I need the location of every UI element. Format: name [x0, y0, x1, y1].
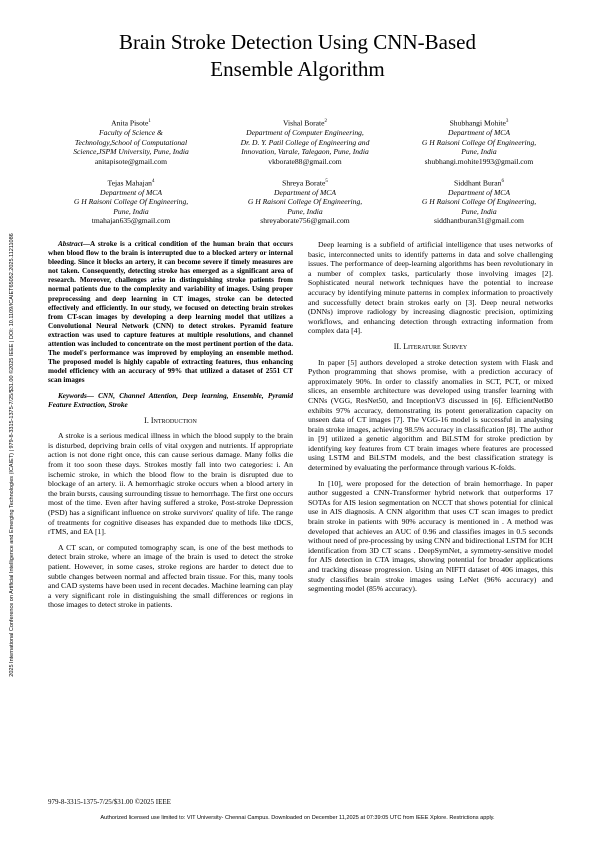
- author-affiliation: Pune, India: [461, 206, 497, 216]
- author-email: vkborate88@gmail.com: [268, 156, 342, 166]
- section-heading-introduction: I. Introduction: [144, 415, 197, 425]
- author-name: Shreya Borate: [282, 178, 326, 188]
- body-paragraph: In paper [5] authors developed a stroke detection system with Flask and Python programming that shows promise, with a prediction accuracy of approximately 90%. In order to classify anomalies in SCT, PCT, or mixed slices, an ensemble architecture was developed using transfer learning with CNNs (VGG, ResNet50, and InceptionV3 discussed in [6]. EfficientNetB0 exhibits 97% accuracy, demonstrating its potent generalization capacity on unseen data of CT images [7]. The VGG-16 model is successful in analysing brain stroke images, achieving 98.5% accuracy in classification [8]. The author in [9] utilized a genetic algorithm and BiLSTM for stroke prediction by identifying key features from CT brain images where features are processed using LSTM and BiLSTM models, and the best classification strategy is determined by evaluating the performance through various K-folds.: [308, 357, 553, 473]
- author-card: [393, 117, 565, 167]
- author-affiliation: Department of MCA: [273, 187, 336, 197]
- title-line-1: Brain Stroke Detection Using CNN-Based: [119, 30, 476, 54]
- title-line-2: Ensemble Algorithm: [210, 57, 385, 81]
- author-name: Shubhangi Mohite: [449, 118, 506, 128]
- conference-sidebar-text: 2025 International Conference on Artificial Intelligence and Emerging Technologies (ICAIET) | 979-8-3315-1375-7/25/$31.00 ©2025 IEEE | DOI: 10.1109/ICAIET65052.2025.11211086: [9, 233, 15, 677]
- author-affiliation: G H Raisoni College Of Engineering,: [247, 197, 363, 207]
- abstract: [48, 240, 293, 386]
- keywords-label: Keywords—: [58, 391, 94, 400]
- left-column: [48, 240, 293, 616]
- author-affiliation: Technology,School of Computational: [74, 137, 188, 147]
- author-card: [393, 177, 565, 227]
- license-footer: Authorized licensed use limited to: VIT University- Chennai Campus. Downloaded on December 11,2025 at 07:39:05 UTC from IEEE Xplore. Restrictions apply.: [100, 815, 495, 821]
- right-column: [308, 240, 553, 600]
- author-number: 3: [505, 119, 509, 124]
- author-affiliation: Department of Computer Engineering,: [246, 128, 364, 138]
- keywords-text: CNN, Channel Attention, Deep learning, Ensemble, Pyramid Feature Extraction, Stroke: [48, 391, 293, 409]
- author-affiliation: Dr. D. Y. Patil College of Engineering and: [240, 137, 370, 147]
- author-number: 2: [324, 119, 327, 124]
- author-affiliation: Department of MCA: [99, 187, 162, 197]
- author-affiliation: Innovation, Varale, Talegaon, Pune, India: [241, 147, 369, 157]
- author-number: 5: [325, 178, 328, 184]
- author-card: [45, 117, 217, 167]
- abstract-label: Abstract: [58, 240, 83, 248]
- author-affiliation: Department of MCA: [447, 128, 510, 138]
- author-affiliation: Pune, India: [113, 206, 149, 216]
- author-row: [45, 177, 565, 227]
- author-block: [45, 117, 565, 236]
- author-email: tmahajan635@gmail.com: [91, 216, 171, 226]
- author-affiliation: Faculty of Science &: [99, 128, 163, 138]
- author-number: 4: [151, 178, 155, 184]
- author-email: anitapisote@gmail.com: [94, 156, 168, 166]
- author-row: [45, 117, 565, 167]
- author-affiliation: G H Raisoni College Of Engineering,: [73, 197, 189, 207]
- author-email: shreyaborate756@gmail.com: [260, 216, 350, 226]
- body-paragraph: In [10], were proposed for the detection of brain hemorrhage. In paper author suggested a CNN-Transformer hybrid network that outperforms 17 SOTAs for AIS lesion segmentation on NCCT that shows potential for clinical use in AIS diagnosis. A CNN algorithm that uses CT scan images to predict brain stroke in patients with 90% accuracy is mentioned in . A method was developed that achieves an AUC of 0.96 and classifies images in 0.5 seconds without need of pre-processing by using CNN and bidirectional LSTM for ICH identification from 3D CT scans . DeepSymNet, a symmetry-sensitive model for AIS detection in CTA images, showing potential for broader applications and tracking disease progression. Using an NIFTI dataset of 406 images, this study classifies brain stroke images using LeNet (96% accuracy) and segmenting model (85% accuracy).: [308, 478, 553, 594]
- author-number: 6: [501, 178, 504, 184]
- paper-title: [60, 29, 535, 83]
- abstract-text: —A stroke is a critical condition of the human brain that occurs when blood flow to the brain is interrupted due to a blocked artery or internal bleeding. Since it blocks an artery, it can become severe if timely measures are not taken. Consequently, detecting stroke has emerged as a significant area of research. Moreover, challenges arise in distinguishing stroke patients from normal patients due to the complexity and variability of images. Using proper preprocessing and deep learning in CT images, stroke can be detected effectively and efficiently. In our study, we focused on detecting brain strokes from CT-scan images by developing a deep learning model that utilizes a Convolutional Neural Network (CNN) to detect strokes. Pyramid feature extraction was used to capture features at multiple resolutions, and channel attention was included to concentrate on the most pertinent portion of the data. The model's performance was improved by employing an ensemble method. The proposed model is highly capable of extracting features, thus enhancing model efficiency with an accuracy of 99% that utilized a dataset of 2551 CT scan images: [48, 240, 293, 385]
- author-name: Vishal Borate: [282, 118, 325, 128]
- author-affiliation: Pune, India: [461, 147, 497, 157]
- author-number: 1: [148, 119, 151, 124]
- author-affiliation: Science,JSPM University, Pune, India: [73, 147, 189, 157]
- author-email: siddhantburan31@gmail.com: [434, 216, 524, 226]
- author-affiliation: Pune, India: [287, 206, 323, 216]
- body-paragraph: A stroke is a serious medical illness in which the blood supply to the brain is disturbed, depriving brain cells of vital oxygen and nutrients. If appropriate action is not done right once, this can cause serious damage. Many folks die from it too soon these days. Strokes mostly fall into two categories: i. An ischemic stroke, in which the blood flow to the brain is disrupted due to blockage of an artery. ii. A hemorrhagic stroke occurs when a blood artery in the brain bursts, causing surrounding tissue to hemorrhage. The first one occurs most of the time. Even after having suffered a stroke, Post-stroke Depression (PSD) has a significant influence on stroke survivors' quality of life. The range of treatments for cognitive diseases has expanded due to methods like tDCS, rTMS, and EA [1].: [48, 431, 293, 537]
- author-affiliation: Department of MCA: [447, 187, 510, 197]
- author-name: Anita Pisote: [111, 118, 149, 128]
- author-name: Siddhant Buran: [454, 178, 502, 188]
- author-affiliation: G H Raisoni College Of Engineering,: [421, 197, 537, 207]
- body-paragraph: Deep learning is a subfield of artificial intelligence that uses networks of basic, interconnected units to identify patterns in data and solve challenging issues. The performance of deep-learning algorithms has been revolutionary in a number of complex tasks, particularly those involving images [2]. Sophisticated neural network techniques have the potential to increase accuracy by identifying minute patterns in complex information to proactively and successfully detect brain strokes early on [3]. Deep neural networks (DNNs) improve radiology by increasing diagnostic precision, optimizing workflows, and enhancing detection through extracting information from complex data [4].: [308, 240, 553, 336]
- author-card: [219, 177, 391, 227]
- isbn-copyright: 979-8-3315-1375-7/25/$31.00 ©2025 IEEE: [48, 798, 171, 806]
- section-heading-literature-survey: II. Literature Survey: [393, 341, 468, 351]
- author-email: shubhangi.mohite1993@gmail.com: [424, 156, 534, 166]
- body-paragraph: A CT scan, or computed tomography scan, is one of the best methods to detect brain stroke, where an image of the brain is used to detect the stroke patient. However, in some cases, stroke regions are harder to detect due to subtle changes between normal and affected brain tissue. For this, many tools and CAD systems have been used in recent decades. Machine learning can play a very significant role in distinguishing the small differences or regions in those images to detect stroke in patients.: [48, 542, 293, 610]
- author-affiliation: G H Raisoni College Of Engineering,: [421, 137, 537, 147]
- author-card: [45, 177, 217, 227]
- author-card: [219, 117, 391, 167]
- author-name: Tejas Mahajan: [107, 178, 152, 188]
- keywords: [48, 392, 293, 410]
